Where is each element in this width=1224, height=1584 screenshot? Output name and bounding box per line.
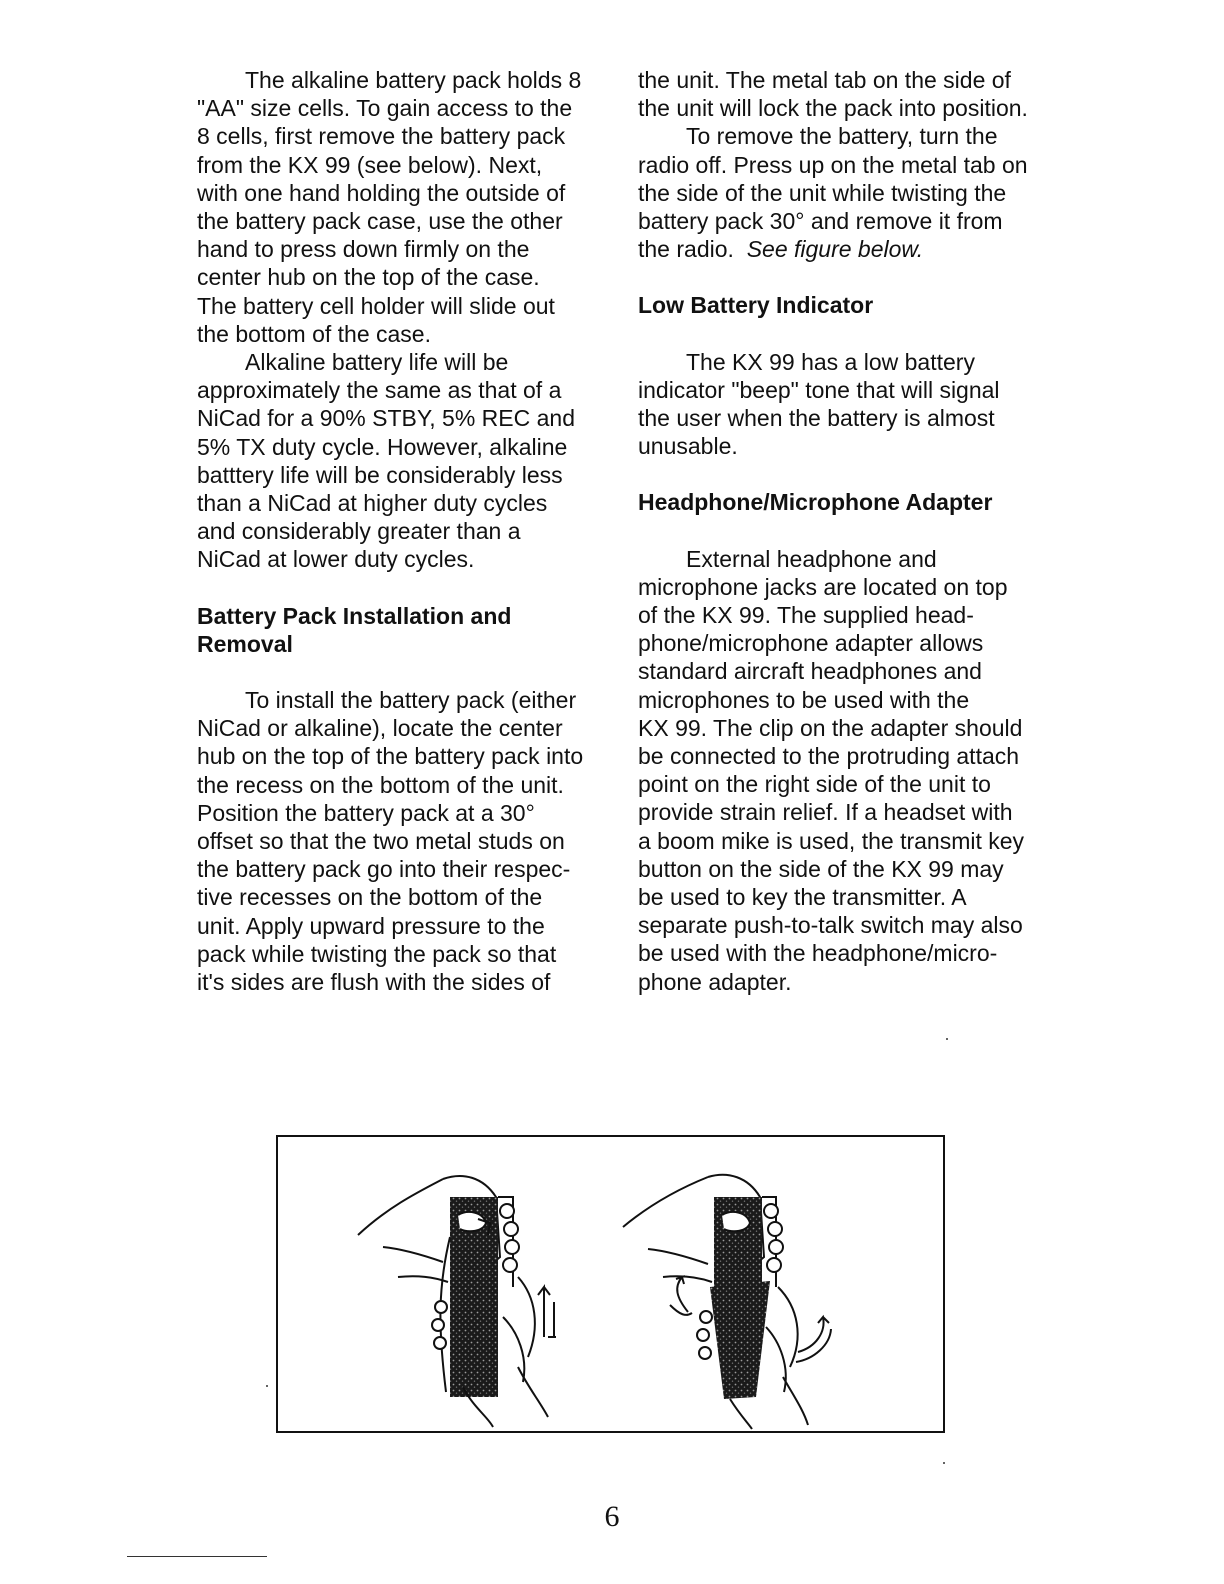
removal-illustration	[623, 1175, 831, 1429]
text-line: KX 99. The clip on the adapter should	[638, 714, 1023, 741]
text-line: the side of the unit while twisting the	[638, 179, 1007, 206]
scan-speck	[946, 1038, 948, 1040]
battery-removal-figure	[276, 1135, 945, 1433]
text-line: the radio.	[638, 236, 747, 263]
heading-line: Battery Pack Installation and	[197, 602, 512, 629]
text-line: Position the battery pack at a 30°	[197, 799, 535, 826]
text-line: The KX 99 has a low battery	[686, 348, 975, 375]
text-line: of the KX 99. The supplied head-	[638, 602, 974, 629]
text-line: 5% TX duty cycle. However, alkaline	[197, 433, 568, 460]
installation-continued-paragraph	[638, 66, 1038, 122]
text-line: the battery pack go into their respec-	[197, 856, 571, 883]
text-line: be used to key the transmitter. A	[638, 884, 967, 911]
text-line: standard aircraft headphones and	[638, 658, 982, 685]
text-line: unusable.	[638, 433, 738, 460]
text-line: phone/microphone adapter allows	[638, 630, 984, 657]
text-line: radio off. Press up on the metal tab on	[638, 151, 1028, 178]
low-battery-paragraph	[638, 348, 1038, 461]
text-line: phone adapter.	[638, 968, 792, 995]
battery-cells-paragraph	[197, 66, 597, 348]
text-line: unit. Apply upward pressure to the	[197, 912, 545, 939]
text-line: hand to press down firmly on the	[197, 236, 530, 263]
text-line: hub on the top of the battery pack into	[197, 743, 584, 770]
right-column	[638, 66, 1038, 996]
text-line: than a NiCad at higher duty cycles	[197, 490, 548, 517]
battery-removal-illustration	[278, 1137, 943, 1431]
left-column	[197, 66, 597, 996]
text-line: the bottom of the case.	[197, 320, 431, 347]
text-line: button on the side of the KX 99 may	[638, 855, 1004, 882]
text-line: To remove the battery, turn the	[686, 123, 998, 150]
text-line: point on the right side of the unit to	[638, 771, 991, 798]
text-line: separate push-to-talk switch may also	[638, 912, 1023, 939]
text-line: NiCad at lower duty cycles.	[197, 546, 475, 573]
text-line: and considerably greater than a	[197, 518, 521, 545]
text-line: offset so that the two metal studs on	[197, 828, 565, 855]
text-line: batttery life will be considerably less	[197, 461, 563, 488]
text-line: NiCad or alkaline), locate the center	[197, 715, 563, 742]
text-line: the recess on the bottom of the unit.	[197, 771, 564, 798]
text-line: from the KX 99 (see below). Next,	[197, 151, 543, 178]
battery-life-paragraph	[197, 348, 597, 574]
text-line: the unit. The metal tab on the side of	[638, 67, 1011, 93]
installation-heading	[197, 602, 597, 658]
removal-paragraph	[638, 122, 1038, 263]
text-line: the user when the battery is almost	[638, 405, 995, 432]
text-line: a boom mike is used, the transmit key	[638, 827, 1025, 854]
heading-line: Removal	[197, 630, 293, 657]
adapter-heading: Headphone/Microphone Adapter	[638, 489, 993, 516]
installation-paragraph	[197, 686, 597, 996]
text-line: NiCad for a 90% STBY, 5% REC and	[197, 405, 575, 432]
install-illustration	[358, 1176, 556, 1427]
text-line: approximately the same as that of a	[197, 377, 562, 404]
figure-reference: See figure below.	[746, 236, 924, 263]
text-line: be connected to the protruding attach	[638, 743, 1020, 770]
text-line: battery pack 30° and remove it from	[638, 208, 1003, 235]
text-line: The battery cell holder will slide out	[197, 292, 555, 319]
text-line: microphones to be used with the	[638, 686, 970, 713]
text-line: The alkaline battery pack holds 8	[245, 67, 582, 93]
text-line: tive recesses on the bottom of the	[197, 884, 543, 911]
text-line: To install the battery pack (either	[245, 687, 577, 714]
scan-speck	[943, 1462, 945, 1464]
text-line: External headphone and	[686, 545, 937, 572]
text-line: provide strain relief. If a headset with	[638, 799, 1013, 826]
adapter-paragraph	[638, 545, 1038, 996]
text-line: "AA" size cells. To gain access to the	[197, 95, 573, 122]
text-line: be used with the headphone/micro-	[638, 940, 998, 967]
text-line: indicator "beep" tone that will signal	[638, 376, 1000, 403]
low-battery-heading: Low Battery Indicator	[638, 292, 874, 319]
text-line: 8 cells, first remove the battery pack	[197, 123, 566, 150]
text-line: microphone jacks are located on top	[638, 573, 1008, 600]
text-line: the unit will lock the pack into position.	[638, 95, 1028, 122]
text-line: it's sides are flush with the sides of	[197, 969, 551, 996]
scan-speck	[266, 1385, 268, 1387]
text-line: pack while twisting the pack so that	[197, 940, 557, 967]
text-line: with one hand holding the outside of	[197, 179, 566, 206]
text-line: center hub on the top of the case.	[197, 264, 540, 291]
text-line: the battery pack case, use the other	[197, 208, 563, 235]
text-line: Alkaline battery life will be	[245, 349, 509, 376]
bottom-rule	[127, 1556, 267, 1557]
page-number: 6	[604, 1500, 620, 1533]
